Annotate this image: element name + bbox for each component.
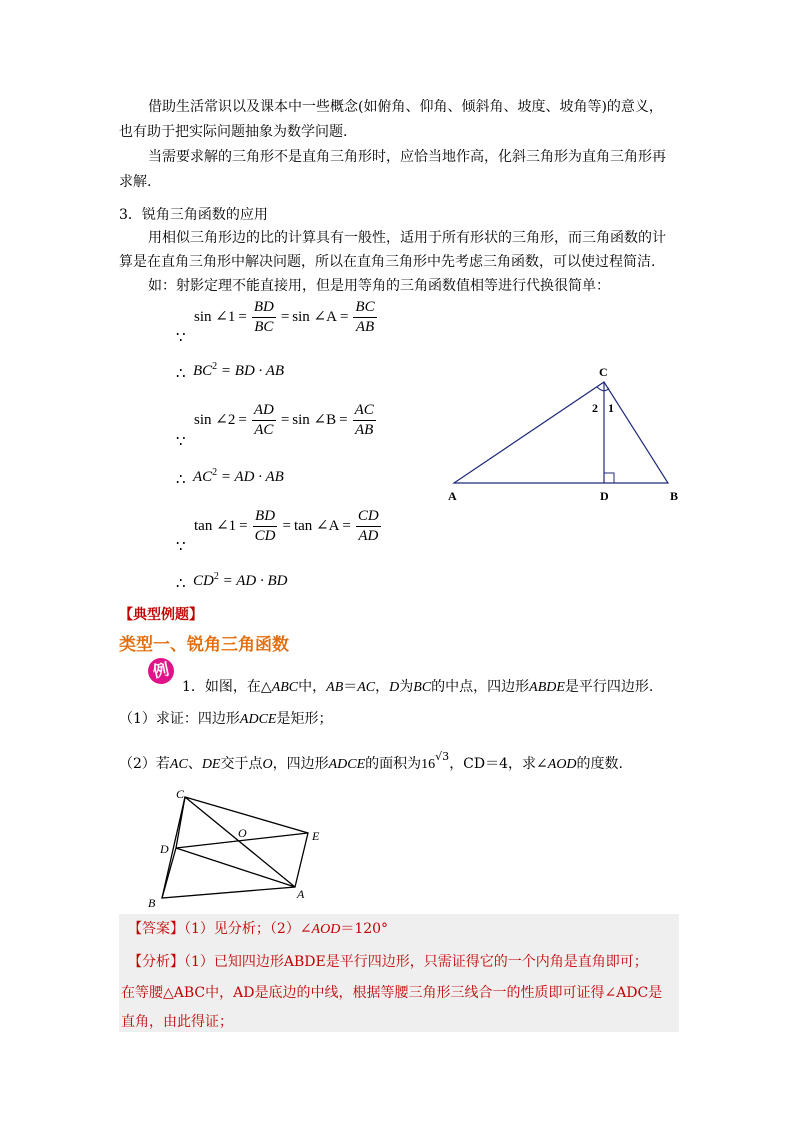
analysis-label: 【分析】 xyxy=(128,954,184,970)
label-angle-1: 1 xyxy=(608,401,614,415)
segment-cd xyxy=(176,797,185,848)
because-symbol-1: ∵ xyxy=(176,328,186,346)
label-a: A xyxy=(297,887,305,901)
therefore-symbol-2: ∴ xyxy=(176,470,186,488)
intro-line-3: 当需要求解的三角形不是直角三角形时，应恰当地作高，化斜三角形为直角三角形再 xyxy=(148,149,666,165)
section-3-line-2: 算是在直角三角形中解决问题，所以在直角三角形中先考虑三角函数，可以使过程简洁. xyxy=(119,254,656,270)
segment-da xyxy=(176,848,295,887)
formula-tan: tan ∠1 = $\frac{BD}{CD}$ = tan ∠A = $\frac{CD}{AD}$ xyxy=(194,508,379,544)
therefore-symbol-3: ∴ xyxy=(176,574,186,592)
formula-sin-2: sin ∠2 = $\frac{AD}{AC}$ = sin ∠B = $\frac{AC}{AB}$ xyxy=(194,402,374,438)
parallelogram-figure xyxy=(140,784,340,909)
analysis-line-1: 【分析】（1）已知四边形ABDE是平行四边形，只需证得它的一个内角是直角即可； xyxy=(128,954,648,970)
label-d: D xyxy=(160,842,169,856)
intro-line-2: 也有助于把实际问题抽象为数学问题. xyxy=(119,124,348,140)
label-a: A xyxy=(448,489,457,503)
label-b: B xyxy=(670,489,679,503)
example-badge xyxy=(146,656,177,687)
therefore-symbol-1: ∴ xyxy=(176,364,186,382)
section-3-heading: 3．锐角三角函数的应用 xyxy=(119,207,268,223)
label-c: C xyxy=(176,787,185,801)
answer-line: 【答案】（1）见分析；（2）∠AOD＝120° xyxy=(128,921,389,937)
label-e: E xyxy=(312,829,320,843)
label-angle-2: 2 xyxy=(592,401,598,415)
formula-sin-1: sin ∠1 = $\frac{BD}{BC}$ = sin ∠A = $\frac{BC}{AB}$ xyxy=(194,299,375,335)
section-3-line-3: 如：射影定理不能直接用，但是用等角的三角函数值相等进行代换很简单： xyxy=(148,278,610,294)
label-c: C xyxy=(599,365,608,379)
segment-ca xyxy=(185,797,295,887)
triangle-abc xyxy=(454,382,668,483)
right-angle-mark xyxy=(604,473,614,483)
result-ac-squared: $AC^2$ = AD · AB xyxy=(193,467,284,485)
because-symbol-3: ∵ xyxy=(176,537,186,555)
intro-line-1: 借助生活常识以及课本中一些概念(如俯角、仰角、倾斜角、坡度、坡角等)的意义， xyxy=(148,99,663,115)
type-one-heading: 类型一、锐角三角函数 xyxy=(119,635,289,655)
result-cd-squared: $CD^2$ = AD · BD xyxy=(193,571,288,589)
analysis-line-2: 在等腰△ABC中，AD是底边的中线，根据等腰三角形三线合一的性质即可证得∠ADC是 xyxy=(121,985,663,1001)
examples-heading: 【典型例题】 xyxy=(119,607,203,623)
answer-label: 【答案】 xyxy=(128,921,184,937)
label-d: D xyxy=(600,489,609,503)
problem-part-1: （1）求证：四边形ADCE是矩形； xyxy=(119,711,333,727)
right-triangle-figure xyxy=(440,362,690,507)
section-3-line-1: 用相似三角形边的比的计算具有一般性，适用于所有形状的三角形，而三角函数的计 xyxy=(148,230,666,246)
because-symbol-2: ∵ xyxy=(176,432,186,450)
problem-statement: 1．如图，在△ABC中，AB＝AC，D为BC的中点，四边形ABDE是平行四边形. xyxy=(182,679,654,695)
intro-line-4: 求解. xyxy=(119,174,152,190)
label-o: O xyxy=(238,826,247,840)
label-b: B xyxy=(148,896,156,909)
example-badge-label: 例 xyxy=(151,659,171,682)
problem-part-2: （2）若AC、DE交于点O，四边形ADCE的面积为$16^{√3}$，CD＝4，求∠AOD的度数. xyxy=(119,750,623,772)
analysis-line-3: 直角，由此得证； xyxy=(121,1014,233,1030)
result-bc-squared: $BC^2$ = BD · AB xyxy=(193,361,285,379)
